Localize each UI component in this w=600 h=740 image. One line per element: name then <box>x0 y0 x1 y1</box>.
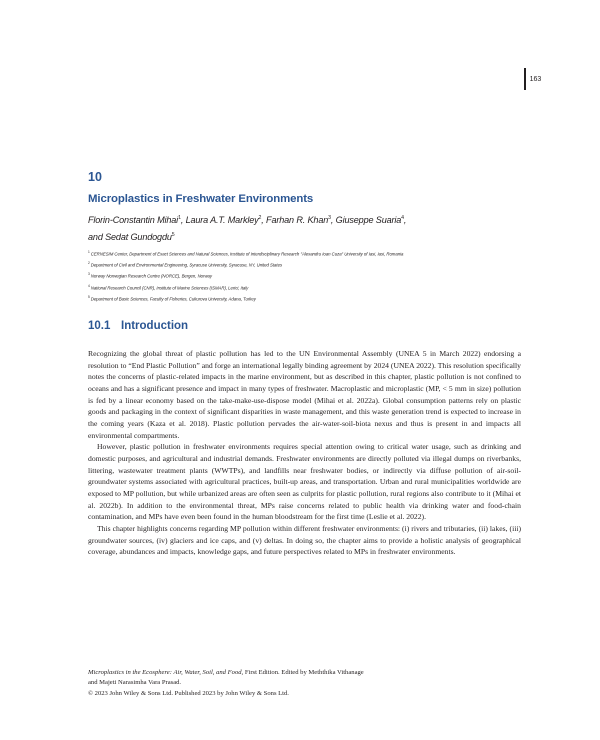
affiliation: $^5$Department of Basic Sciences, Faculty of Fisheries, Cukurova University, Adana, Turkey <box>88 294 256 302</box>
author: Florin-Constantin Mihai$^1$, <box>88 215 186 226</box>
paragraph: Recognizing the global threat of plastic pollution has led to the UN Environmental Assembly (UNEA 5 in March 2022) endorsing a resolution to “End Plastic Pollution” and forge an international legally binding agreement by 2024 (UNEA 2022). This resolution specifically notes the concerns of plastic-related impacts in the marine environment, but as described in this chapter, plastic pollution is not confined to oceans and has a significant presence and impact in many types of freshwater. Macroplastic and microplastic (MP, < 5 mm in size) pollution is fed by a linear economy based on the take-make-use-dispose model (Mihai et al. 2022a). Global consumption patterns rely on plastic goods and packaging in the context of significant disparities in waste management, and this waste generation trend is expected to increase in the coming years (Kaza et al. 2018). Plastic pollution pervades the air-water-soil-biota nexus and thus is present in and impacts all environmental compartments. <box>88 349 521 440</box>
author: Giuseppe Suaria$^4$, <box>335 215 407 226</box>
section-title: Introduction <box>121 320 189 332</box>
section-number: 10.1 <box>88 320 111 332</box>
affiliation-list <box>88 248 528 304</box>
book-title: Microplastics in the Ecosphere: Air, Water, Soil, and Food <box>88 669 242 676</box>
chapter-number: 10 <box>88 170 102 184</box>
author: Laura A.T. Markley$^2$, <box>185 215 267 226</box>
affiliation: $^2$Department of Civil and Environmental Engineering, Syracuse University, Syracuse, NY, United States <box>88 261 283 268</box>
affiliation: $^3$Norway Norwegian Research Centre (NORCE), Bergen, Norway <box>88 272 213 279</box>
copyright-footnote: Microplastics in the Ecosphere: Air, Water, Soil, and Food, First Edition. Edited by Meththika Vithanage and Majeti Narasimha Vara Prasad. © 2023 John Wiley & Sons Ltd. Published 2023 by John Wiley & Sons Ltd. <box>88 669 364 697</box>
header-rule <box>524 68 526 90</box>
paragraph: This chapter highlights concerns regarding MP pollution within different freshwater environments: (i) rivers and tributaries, (ii) lakes, (iii) groundwater sources, (iv) glaciers and ice caps, and (v) deltas. In doing so, the chapter aims to provide a holistic analysis of geographical coverage, abundances and impacts, knowledge gaps, and future perspectives related to MPs in freshwater environments. <box>88 523 521 557</box>
author: and Sedat Gundogdu$^5$ <box>88 232 175 243</box>
author-list <box>88 211 528 245</box>
page-header <box>524 68 541 90</box>
section-heading <box>88 320 188 332</box>
affiliation: $^1$CERNESIM Center, Department of Exact Sciences and Natural Sciences, Institute of Interdisciplinary Research "Alexandru Ioan Cuza" University of Iasi, Iasi, Romania <box>88 250 404 257</box>
chapter-title: Microplastics in Freshwater Environments <box>88 193 314 205</box>
author: Farhan R. Khan$^3$, <box>266 215 336 226</box>
section-body <box>88 348 521 558</box>
affiliation: $^4$National Research Council (CNR), Institute of Marine Sciences (ISMAR), Lerici, Italy <box>88 283 249 291</box>
page-number: 163 <box>529 75 542 83</box>
paragraph: However, plastic pollution in freshwater environments requires special attention owing to critical water usage, such as drinking and domestic purposes, and agricultural and industrial demands. Freshwater environments are directly polluted via illegal dumps on riverbanks, littering, wastewater treatment plants (WWTPs), and landfills near freshwater bodies, or indirectly via diffuse pollution of air-soil-groundwater systems associated with agricultural practices, built-up areas, and transportation. Urban and rural municipalities worldwide are exposed to MP pollution, but while urbanized areas are often seen as culprits for plastic pollution, rural regions also contribute to it (Mihai et al. 2022b). In addition to the environmental threat, MPs raise concerns related to public health via drinking water and food-chain contamination, and MPs have even been found in the human bloodstream for the first time (Leslie et al. 2022). <box>88 442 521 522</box>
